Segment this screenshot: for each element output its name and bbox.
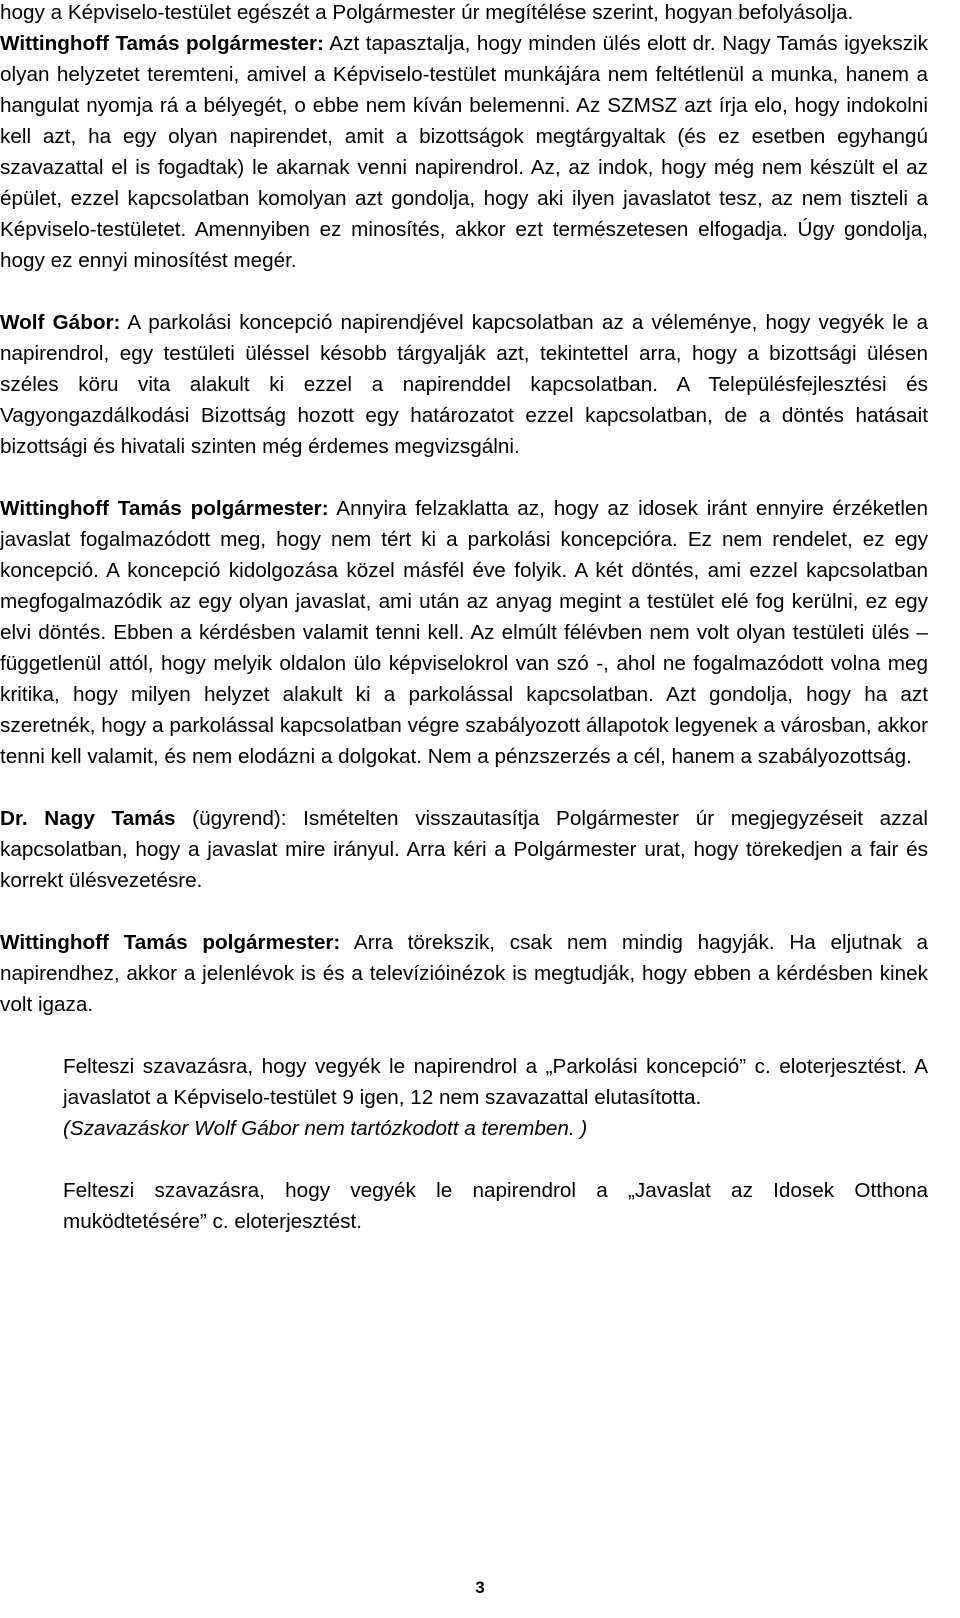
speaker-label: Dr. Nagy Tamás [0, 807, 176, 830]
paragraph-mayor-3 [0, 927, 928, 1020]
speaker-label: Wittinghoff Tamás polgármester: [0, 931, 341, 954]
paragraph-text: hogy a Képviselo-testület egészét a Polgármester úr megítélése szerint, hogyan befolyásolja. [0, 1, 854, 24]
paragraph-text: Felteszi szavazásra, hogy vegyék le napirendrol a „Javaslat az Idosek Otthona muködtetésére” c. eloterjesztést. [63, 1179, 928, 1233]
vote-note [0, 1113, 928, 1144]
paragraph-mayor-1 [0, 28, 928, 276]
speaker-label: Wittinghoff Tamás polgármester: [0, 32, 324, 55]
paragraph-text: Felteszi szavazásra, hogy vegyék le napirendrol a „Parkolási koncepció” c. eloterjesztést. A javaslatot a Képviselo-testület 9 igen, 12 nem szavazattal elutasította. [63, 1055, 928, 1109]
paragraph-text: Arra törekszik, csak nem mindig hagyják. Ha eljutnak a napirendhez, akkor a jelenlévok is és a televízióinézok is megtudják, hogy ebben a kérdésben kinek volt igaza. [0, 931, 928, 1016]
speaker-label: Wolf Gábor: [0, 311, 121, 334]
vote-paragraph-elderly-home [0, 1175, 928, 1237]
paragraph-text: A parkolási koncepció napirendjével kapcsolatban az a véleménye, hogy vegyék le a napirendrol, egy testületi üléssel késobb tárgyalják azt, tekintettel arra, hogy a bizottsági ülésen széles köru vita alakult ki ezzel a napirenddel kapcsolatban. A Településfejlesztési és Vagyongazdálkodási Bizottság hozott egy határozatot ezzel kapcsolatban, de a döntés hatásait bizottsági és hivatali szinten még érdemes megvizsgálni. [0, 311, 928, 458]
paragraph-text: (ügyrend): Ismételten visszautasítja Polgármester úr megjegyzéseit azzal kapcsolatban, hogy a javaslat mire irányul. Arra kéri a Polgármester urat, hogy törekedjen a fair és korrekt ülésvezetésre. [0, 807, 928, 892]
paragraph-text: Azt tapasztalja, hogy minden ülés elott dr. Nagy Tamás igyekszik olyan helyzetet teremteni, amivel a Képviselo-testület munkájára nem feltétlenül a munka, hanem a hangulat nyomja rá a bélyegét, o ebbe nem kíván belemenni. Az SZMSZ azt írja elo, hogy indokolni kell azt, ha egy olyan napirendet, amit a bizottságok megtárgyaltak (és ez esetben egyhangú szavazattal el is fogadtak) le akarnak venni napirendrol. Az, az indok, hogy még nem készült el az épület, ezzel kapcsolatban komolyan azt gondolja, hogy aki ilyen javaslatot tesz, az nem tiszteli a Képviselo-testületet. Amennyiben ez minosítés, akkor ezt természetesen elfogadja. Úgy gondolja, hogy ez ennyi minosítést megér. [0, 32, 928, 272]
paragraph-text: (Szavazáskor Wolf Gábor nem tartózkodott a teremben. ) [63, 1117, 588, 1140]
paragraph-continuation [0, 0, 928, 28]
speaker-label: Wittinghoff Tamás polgármester: [0, 497, 329, 520]
paragraph-wolf [0, 307, 928, 462]
vote-paragraph-parking [0, 1051, 928, 1113]
paragraph-mayor-2 [0, 493, 928, 772]
paragraph-text: Annyira felzaklatta az, hogy az idosek iránt ennyire érzéketlen javaslat fogalmazódott meg, hogy nem tért ki a parkolási koncepcióra. Ez nem rendelet, ez egy koncepció. A koncepció kidolgozása közel másfél éve folyik. A két döntés, ami ezzel kapcsolatban megfogalmazódik az egy olyan javaslat, ami után az anyag megint a testület elé fog kerülni, ez egy elvi döntés. Ebben a kérdésben valamit tenni kell. Az elmúlt félévben nem volt olyan testületi ülés – függetlenül attól, hogy melyik oldalon ülo képviselokrol van szó -, ahol ne fogalmazódott volna meg kritika, hogy milyen helyzet alakult ki a parkolással kapcsolatban. Azt gondolja, hogy ha azt szeretnék, hogy a parkolással kapcsolatban végre szabályozott állapotok legyenek a városban, akkor tenni kell valamit, és nem elodázni a dolgokat. Nem a pénzszerzés a cél, hanem a szabályozottság. [0, 497, 929, 768]
paragraph-nagy [0, 803, 928, 896]
page-number: 3 [475, 1578, 485, 1597]
